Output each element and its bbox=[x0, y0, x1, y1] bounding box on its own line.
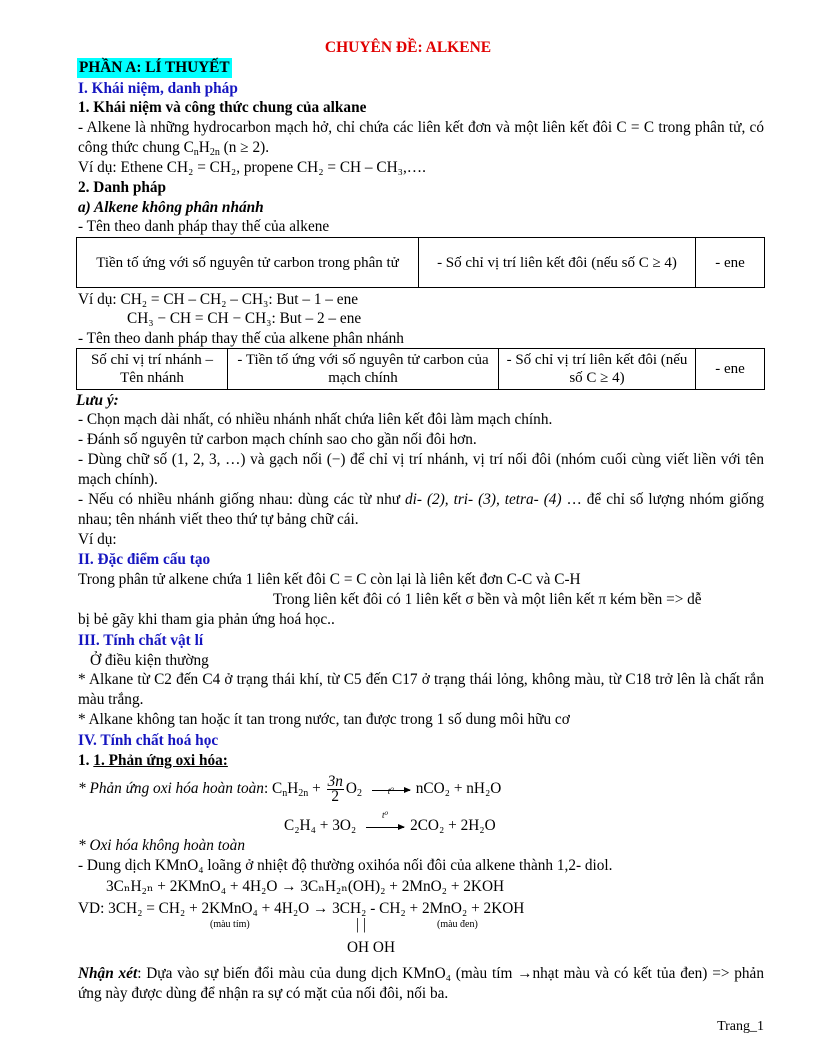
example-2b: CH₃ − CH = CH − CH₃: But – 2 – ene bbox=[127, 310, 362, 327]
naming-rule-1: - Tên theo danh pháp thay thế của alkene bbox=[78, 218, 330, 235]
note-3: - Dùng chữ số (1, 2, 3, …) và gạch nối (−) để chỉ vị trí nhánh, vị trí nối đôi (nhóm cuối cùng viết liền với tên mạch chính). bbox=[78, 451, 764, 488]
example-1: Ví dụ: Ethene CH₂ = CH₂, propene CH₂ = CH – CH₃,…. bbox=[78, 159, 426, 176]
purple-color-note: (màu tím) bbox=[210, 919, 250, 930]
example-2a: Ví dụ: CH₂ = CH – CH₂ – CH₃: But – 1 – ene bbox=[78, 291, 359, 308]
naming-table-2 bbox=[76, 348, 765, 390]
note-4 bbox=[78, 490, 764, 530]
part-a-heading: PHẦN A: LÍ THUYẾT bbox=[79, 59, 230, 76]
oxidation-heading: 1. 1. Phản ứng oxi hóa: bbox=[78, 752, 228, 769]
table2-cell-prefix: - Tiền tố ứng với số nguyên tử carbon của mạch chính bbox=[228, 349, 499, 390]
document-title: CHUYÊN ĐỀ: ALKENE bbox=[324, 39, 492, 56]
def-sub-2n: 2n bbox=[209, 147, 220, 158]
example-3: Ví dụ: bbox=[78, 531, 117, 548]
section-2-heading: II. Đặc điểm cấu tạo bbox=[78, 551, 211, 568]
note-4-prefixes: di- (2), tri- (3), tetra- (4) bbox=[405, 491, 562, 508]
black-color-note: (màu đen) bbox=[437, 919, 478, 930]
example-kmno4-equation: VD: 3CH₂ = CH₂ + 2KMnO₄ + 4H₂O → 3CH₂ - CH₂ + 2MnO₂ + 2KOH bbox=[78, 900, 525, 917]
structure-line-1: Trong phân tử alkene chứa 1 liên kết đôi C = C còn lại là liên kết đơn C-C và C-H bbox=[78, 571, 581, 588]
subsection-2-heading: 2. Danh pháp bbox=[78, 179, 167, 196]
kmno4-description: - Dung dịch KMnO₄ loãng ở nhiệt độ thường oxihóa nối đôi của alkene thành 1,2- diol. bbox=[78, 857, 613, 874]
partial-oxidation-label: * Oxi hóa không hoàn toàn bbox=[78, 837, 245, 854]
hydroxyl-groups: OH OH bbox=[347, 939, 396, 956]
table2-cell-suffix: - ene bbox=[696, 349, 765, 390]
full-oxidation-equation: * Phản ứng oxi hóa hoàn toàn: $C_nH_{2n}$ + $\frac{3n}{2}$ $O_2$ t⁰ nCO₂ + nH₂O bbox=[78, 771, 501, 807]
note-2: - Đánh số nguyên tử carbon mạch chính sao cho gần nối đôi hơn. bbox=[78, 431, 477, 448]
definition-text: - Alkene là những hydrocarbon mạch hở, chỉ chứa các liên kết đơn và một liên kết đôi C = C trong phân tử, có công thức chung C bbox=[78, 119, 764, 156]
remark-text: : Dựa vào sự biến đổi màu của dung dịch KMnO₄ (màu tím →nhạt màu và có kết tủa đen) => phản ứng này được dùng để nhận ra sự có mặt của nối đôi, nối ba. bbox=[78, 965, 764, 1002]
fraction-denominator: 2 bbox=[331, 787, 340, 805]
def-end: (n ≥ 2). bbox=[219, 139, 270, 156]
note-4-text-c: … để chỉ số lượng nhóm giống nhau; tên nhánh viết theo thứ tự bảng chữ cái. bbox=[78, 491, 764, 528]
table1-cell-position: - Số chỉ vị trí liên kết đôi (nếu số C ≥ 4) bbox=[419, 238, 696, 288]
page-number: Trang_1 bbox=[717, 1019, 764, 1034]
eq2-left: C₂H₄ + 3O₂ bbox=[284, 817, 357, 834]
section-1-heading: I. Khái niệm, danh pháp bbox=[78, 80, 238, 97]
general-kmno4-equation: 3CₙH₂ₙ + 2KMnO₄ + 4H₂O → 3CₙH₂ₙ(OH)₂ + 2MnO₂ + 2KOH bbox=[106, 878, 505, 895]
physical-point-2: * Alkane không tan hoặc ít tan trong nước, tan được trong 1 số dung môi hữu cơ bbox=[78, 711, 570, 728]
def-sub-n: n bbox=[193, 147, 199, 158]
eq1-fraction bbox=[327, 772, 344, 805]
ethene-combustion-equation bbox=[284, 810, 496, 836]
section-3-heading: III. Tính chất vật lí bbox=[78, 632, 204, 649]
table2-cell-branch: Số chỉ vị trí nhánh – Tên nhánh bbox=[77, 349, 228, 390]
subsection-1-heading: 1. Khái niệm và công thức chung của alkane bbox=[78, 99, 367, 116]
arrow-label-2: t⁰ bbox=[382, 810, 389, 821]
table2-cell-position: - Số chỉ vị trí liên kết đôi (nếu số C ≥ 4) bbox=[499, 349, 696, 390]
subsection-2a-heading: a) Alkene không phân nhánh bbox=[78, 199, 264, 216]
definition-paragraph bbox=[78, 118, 764, 158]
table1-cell-prefix: Tiền tố ứng với số nguyên tử carbon trong phân tử bbox=[77, 238, 419, 288]
eq2-right: 2CO₂ + 2H₂O bbox=[410, 817, 496, 834]
def-h: H bbox=[198, 139, 210, 156]
eq1-right: nCO₂ + nH₂O bbox=[415, 780, 502, 797]
bond-lines: | | bbox=[356, 916, 366, 933]
section-4-heading: IV. Tính chất hoá học bbox=[78, 732, 219, 749]
remark-label: Nhận xét bbox=[78, 965, 138, 982]
naming-rule-2: - Tên theo danh pháp thay thế của alkene phân nhánh bbox=[78, 330, 404, 347]
note-heading: Lưu ý: bbox=[76, 392, 119, 409]
full-oxidation-label: * Phản ứng oxi hóa hoàn toàn bbox=[78, 780, 264, 797]
reaction-arrow bbox=[372, 786, 410, 797]
note-1: - Chọn mạch dài nhất, có nhiều nhánh nhất chứa liên kết đôi làm mạch chính. bbox=[78, 411, 553, 428]
reaction-arrow-2 bbox=[366, 810, 404, 828]
structure-line-3: bị bẻ gãy khi tham gia phản ứng hoá học.. bbox=[78, 611, 335, 628]
eq1-left: : C bbox=[263, 780, 283, 797]
fraction-numerator: 3n bbox=[327, 772, 343, 790]
oxidation-heading-text: 1. Phản ứng oxi hóa: bbox=[93, 752, 228, 769]
remark-paragraph bbox=[78, 964, 764, 1004]
structure-line-2: Trong liên kết đôi có 1 liên kết σ bền và một liên kết π kém bền => dễ bbox=[273, 591, 702, 608]
physical-point-1: * Alkane từ C2 đến C4 ở trạng thái khí, từ C5 đến C17 ở trạng thái lỏng, không màu, từ C18 trở lên là chất rắn màu trắng. bbox=[78, 671, 764, 708]
physical-intro: Ở điều kiện thường bbox=[90, 652, 209, 669]
note-4-text-a: - Nếu có nhiều nhánh giống nhau: dùng các từ như bbox=[78, 491, 405, 508]
naming-table-1 bbox=[76, 237, 765, 288]
table1-cell-suffix: - ene bbox=[696, 238, 765, 288]
arrow-label: t⁰ bbox=[387, 786, 394, 797]
